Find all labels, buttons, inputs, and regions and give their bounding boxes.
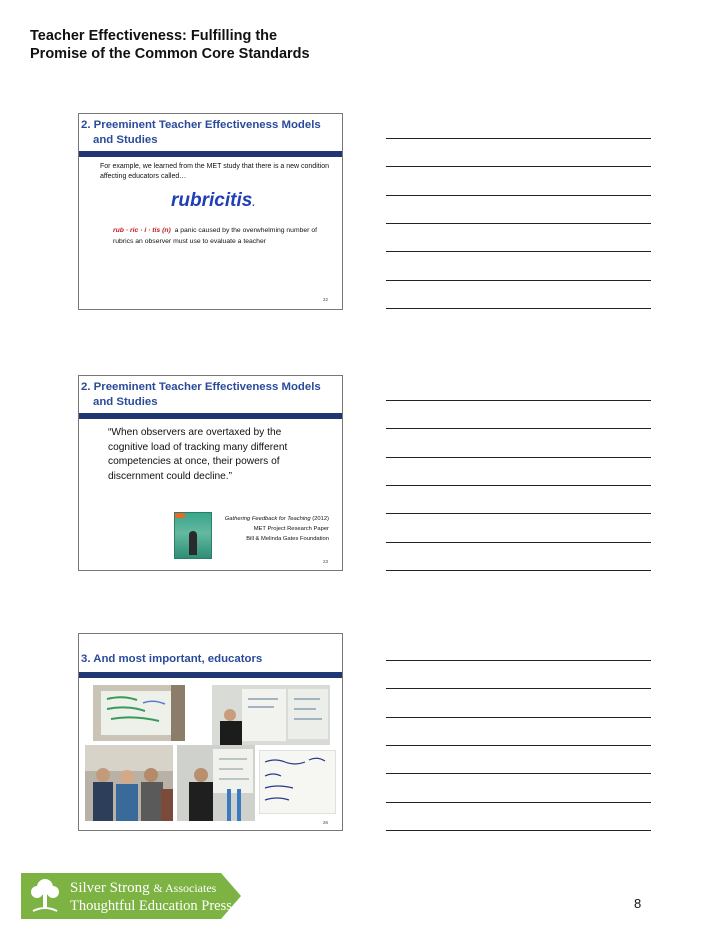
note-line — [386, 485, 651, 486]
slide-title — [81, 380, 331, 410]
slide-title-bar — [79, 672, 342, 678]
slide-title — [81, 118, 331, 148]
note-line — [386, 717, 651, 718]
citation-year: (2012) — [312, 516, 329, 522]
note-line — [386, 251, 651, 252]
photo-flipchart — [93, 685, 185, 741]
highlight-word-text: rubricitis — [171, 190, 253, 211]
note-line — [386, 195, 651, 196]
definition — [113, 225, 328, 247]
citation-line3: Bill & Melinda Gates Foundation — [246, 536, 329, 542]
slide-title-line1: 2. Preeminent Teacher Effectiveness Models — [81, 381, 321, 393]
note-line — [386, 428, 651, 429]
slide-23 — [78, 375, 343, 571]
logo-text-line1 — [70, 880, 216, 897]
slide-title — [81, 652, 331, 667]
photo-presenter — [212, 685, 330, 745]
note-line — [386, 138, 651, 139]
note-line — [386, 773, 651, 774]
quote-text: “When observers are overtaxed by the cognitive load of tracking many different competencies at once, their powers of discernment could decline.” — [108, 427, 288, 482]
note-line — [386, 457, 651, 458]
note-line — [386, 745, 651, 746]
slide-title-line2: and Studies — [93, 134, 158, 146]
slide-title-bar — [79, 413, 342, 419]
citation — [169, 514, 329, 544]
slide-title-line1: 3. And most important, educators — [81, 653, 263, 665]
logo-text-line2: Thoughtful Education Press — [70, 898, 232, 914]
slide-26 — [78, 633, 343, 831]
slide-22 — [78, 113, 343, 310]
photo-classroom — [177, 745, 255, 821]
slide-body-text: For example, we learned from the MET study that there is a new condition affecting educators called… — [100, 163, 330, 180]
note-line — [386, 660, 651, 661]
note-line — [386, 570, 651, 571]
note-line — [386, 688, 651, 689]
citation-title: Gathering Feedback for Teaching — [224, 516, 311, 522]
note-line — [386, 542, 651, 543]
citation-line2: MET Project Research Paper — [253, 526, 329, 532]
pronunciation: rub · ric · i · tis (n) — [113, 227, 171, 234]
photo-notes — [259, 750, 336, 814]
note-line — [386, 802, 651, 803]
document-title-line1: Teacher Effectiveness: Fulfilling the — [30, 28, 278, 44]
note-line — [386, 400, 651, 401]
document-title-line2: Promise of the Common Core Standards — [30, 46, 310, 62]
note-line — [386, 308, 651, 309]
note-line — [386, 513, 651, 514]
logo-name: Silver Strong — [70, 880, 150, 896]
document-title — [30, 27, 310, 63]
definition-text: a panic caused by the overwhelming number of rubrics an observer must use to evaluate a teacher — [113, 227, 318, 245]
slide-title-bar — [79, 151, 342, 157]
slide-number: 23 — [322, 559, 328, 564]
note-line — [386, 280, 651, 281]
highlight-word — [171, 190, 255, 212]
slide-title-line2: and Studies — [93, 396, 158, 408]
page-number: 8 — [634, 896, 642, 911]
slide-number: 22 — [322, 297, 328, 302]
note-line — [386, 830, 651, 831]
slide-number: 26 — [322, 820, 328, 825]
photo-group — [85, 745, 173, 821]
publisher-logo — [21, 873, 241, 919]
note-line — [386, 223, 651, 224]
highlight-word-punct: . — [252, 198, 256, 209]
slide-title-line1: 2. Preeminent Teacher Effectiveness Models — [81, 119, 321, 131]
note-line — [386, 166, 651, 167]
logo-associates: & Associates — [153, 881, 217, 895]
